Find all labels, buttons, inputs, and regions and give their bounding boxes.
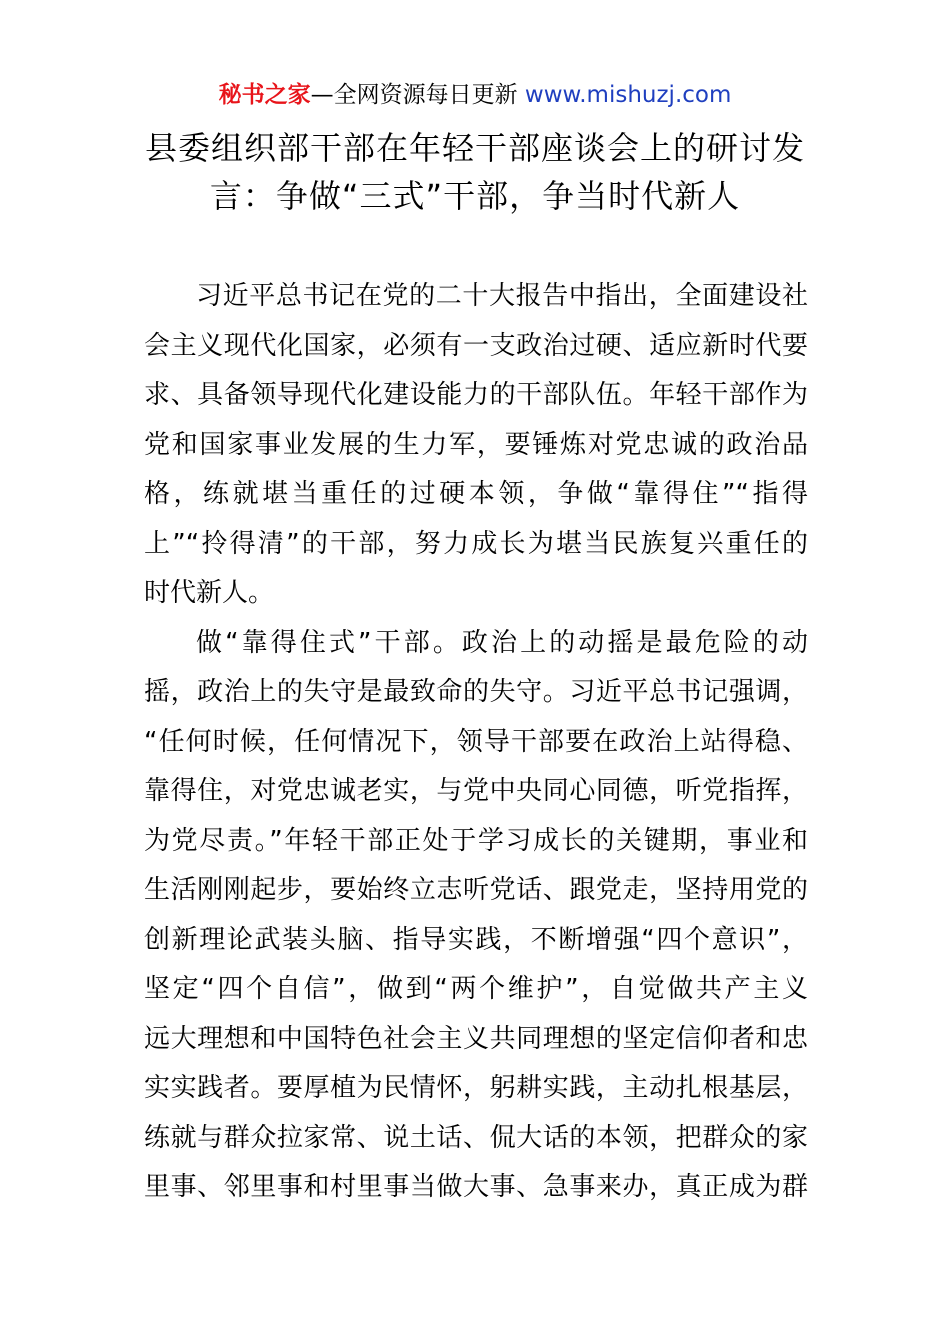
text-line: 远大理想和中国特色社会主义共同理想的坚定信仰者和忠 xyxy=(144,1023,808,1054)
paragraph xyxy=(144,619,808,1213)
text-line: 格，练就堪当重任的过硬本领，争做“靠得住”“指得 xyxy=(144,479,808,509)
title-line: 言：争做“三式”干部，争当时代新人 xyxy=(209,177,741,215)
text-line: 求、具备领导现代化建设能力的干部队伍。年轻干部作为 xyxy=(144,380,808,410)
text-line: 摇，政治上的失守是最致命的失守。习近平总书记强调， xyxy=(144,677,808,707)
text-line: 坚定“四个自信”，做到“两个维护”，自觉做共产主义 xyxy=(144,974,808,1004)
text-line: 实实践者。要厚植为民情怀，躬耕实践，主动扎根基层， xyxy=(144,1073,808,1103)
text-line: 生活刚刚起步，要始终立志听党话、跟党走，坚持用党的 xyxy=(144,875,808,905)
header-tagline: —全网资源每日更新 xyxy=(310,82,525,108)
text-line: “任何时候，任何情况下，领导干部要在政治上站得稳、 xyxy=(144,726,808,757)
site-header xyxy=(0,78,950,112)
document-body xyxy=(144,272,808,1213)
text-line: 练就与群众拉家常、说土话、侃大话的本领，把群众的家 xyxy=(144,1122,808,1153)
text-line: 习近平总书记在党的二十大报告中指出，全面建设社 xyxy=(196,281,808,311)
text-line: 为党尽责。”年轻干部正处于学习成长的关键期，事业和 xyxy=(144,825,808,856)
paragraph xyxy=(144,272,808,619)
brand-name: 秘书之家 xyxy=(218,82,311,108)
text-line: 做“靠得住式”干部。政治上的动摇是最危险的动 xyxy=(196,627,808,658)
text-line: 靠得住，对党忠诚老实，与党中央同心同德，听党指挥， xyxy=(144,776,808,806)
text-line: 创新理论武装头脑、指导实践，不断增强“四个意识”， xyxy=(144,924,808,955)
text-line: 里事、邻里事和村里事当做大事、急事来办，真正成为群 xyxy=(144,1172,808,1202)
text-line: 上”“拎得清”的干部，努力成长为堪当民族复兴重任的 xyxy=(144,528,808,559)
document-title xyxy=(140,124,810,220)
text-line: 会主义现代化国家，必须有一支政治过硬、适应新时代要 xyxy=(144,330,808,361)
title-line: 县委组织部干部在年轻干部座谈会上的研讨发 xyxy=(144,129,805,167)
text-line: 党和国家事业发展的生力军，要锤炼对党忠诚的政治品 xyxy=(144,429,808,460)
site-url[interactable]: www.mishuzj.com xyxy=(524,82,732,108)
text-line: 时代新人。 xyxy=(144,578,275,608)
